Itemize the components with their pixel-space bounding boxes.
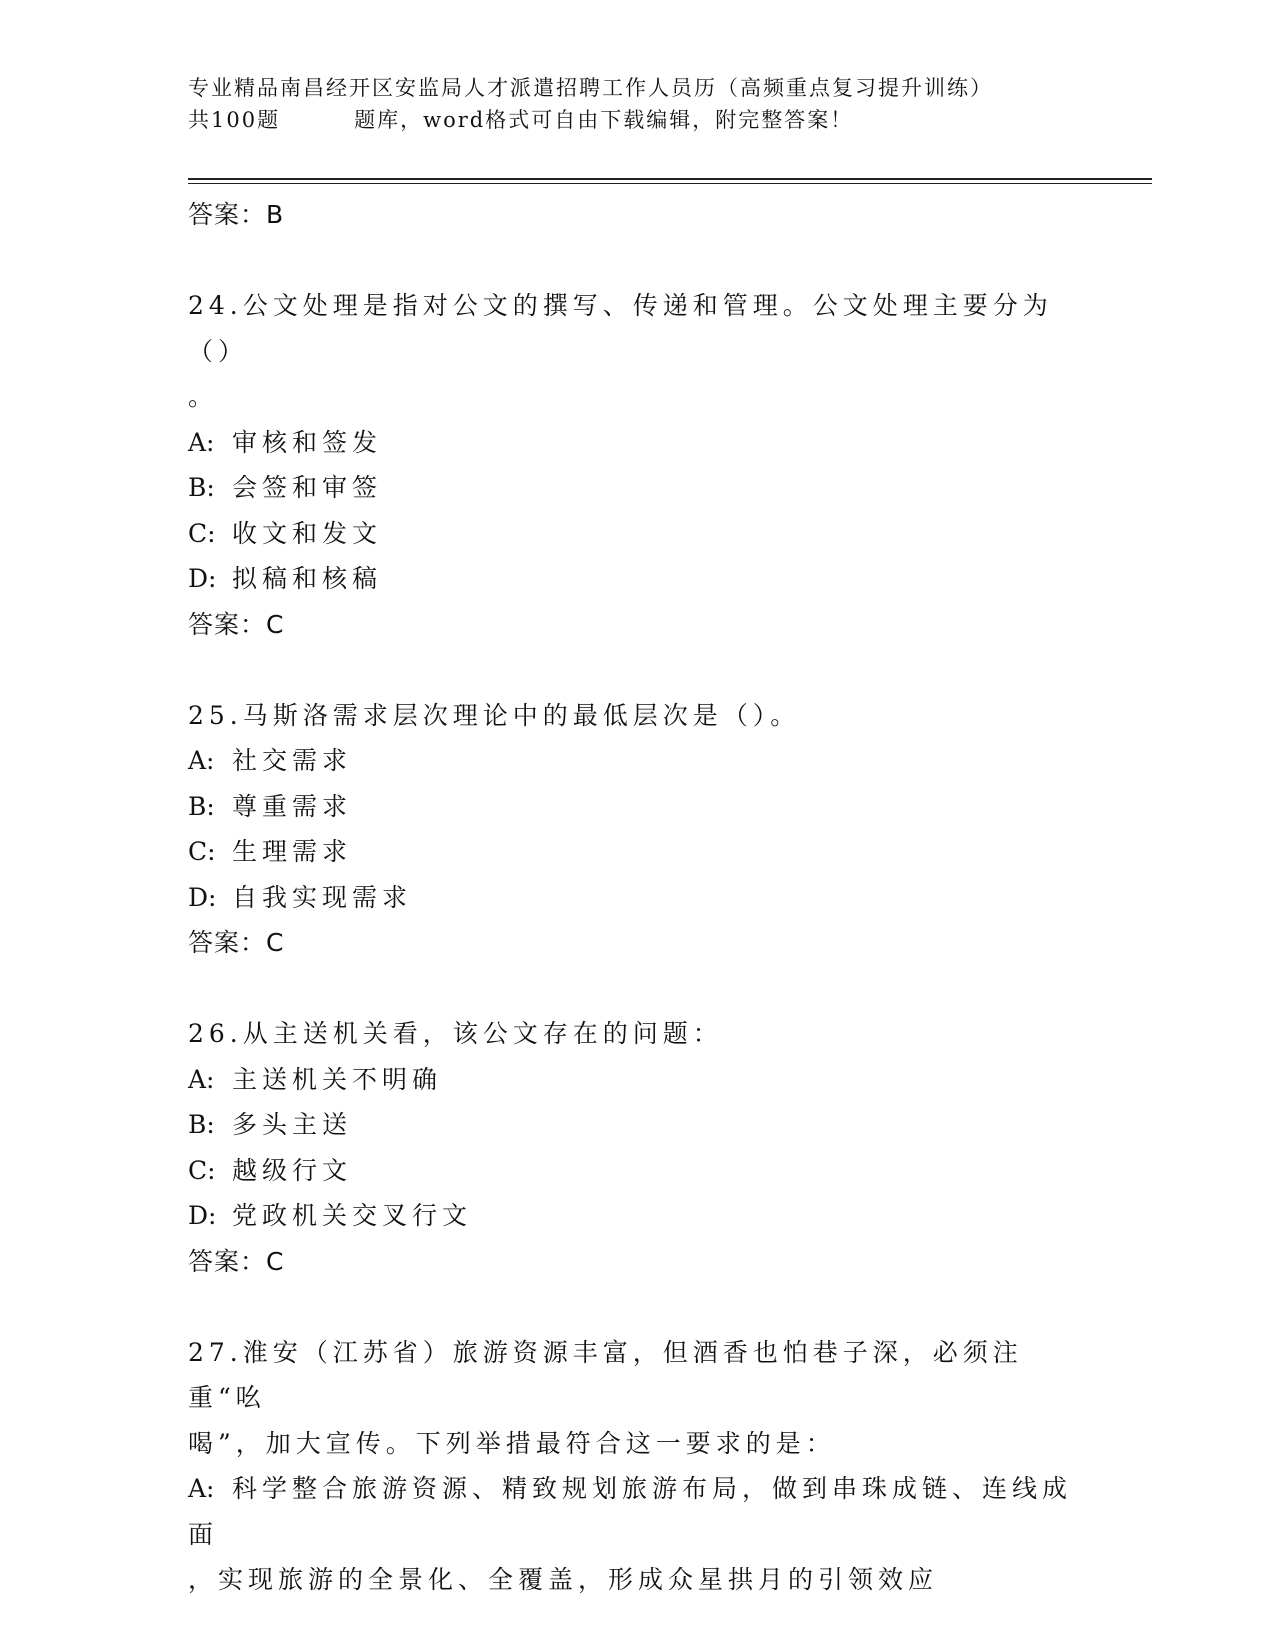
option-a (188, 420, 1088, 466)
option-d (188, 556, 1088, 602)
option-letter: D: (188, 882, 217, 912)
answer-line: 答案：B (188, 200, 285, 229)
option-a (188, 1057, 1088, 1103)
option-letter: A: (188, 746, 215, 775)
answer-line: 答案：C (188, 928, 285, 957)
option-b (188, 1102, 1088, 1148)
option-text: 越级行文 (232, 1155, 353, 1185)
question-item (188, 1011, 1088, 1284)
option-letter: C: (188, 837, 216, 866)
option-letter: D: (188, 1201, 217, 1230)
header-divider (188, 178, 1152, 180)
question-list (188, 192, 1088, 1603)
option-a (188, 1466, 1088, 1603)
option-letter: D: (188, 564, 217, 593)
option-text: 党政机关交叉行文 (232, 1201, 473, 1230)
document-description: 题库，word格式可自由下载编辑，附完整答案！ (354, 108, 854, 132)
document-title: 专业精品南昌经开区安监局人才派遣招聘工作人员历（高频重点复习提升训练） (188, 76, 993, 100)
page-header (188, 72, 1148, 136)
option-text: 尊重需求 (232, 791, 353, 821)
question-item (188, 1330, 1088, 1603)
option-c (188, 829, 1088, 875)
option-text: 生理需求 (232, 837, 353, 866)
question-item (188, 283, 1088, 647)
option-text: 社交需求 (232, 746, 353, 775)
document-subtitle (188, 104, 1148, 136)
answer-line: 答案：C (188, 1246, 285, 1276)
question-text: 25.马斯洛需求层次理论中的最低层次是（）。 (188, 700, 801, 730)
question-count: 共100题 (188, 108, 281, 132)
option-b (188, 465, 1088, 511)
option-letter: A: (188, 1064, 215, 1094)
option-d (188, 875, 1088, 921)
option-text: 主送机关不明确 (232, 1064, 443, 1094)
option-a (188, 738, 1088, 784)
option-text: 会签和审签 (232, 473, 383, 502)
option-text: 收文和发文 (232, 518, 383, 548)
option-letter: B: (188, 791, 215, 821)
option-c (188, 511, 1088, 557)
option-letter: A: (188, 427, 215, 457)
question-item (188, 693, 1088, 966)
option-text: 科学整合旅游资源、精致规划旅游布局，做到串珠成链、连线成面 ，实现旅游的全景化、全覆盖，形成众星拱月的引领效应 (188, 1474, 1073, 1594)
question-text: 24.公文处理是指对公文的撰写、传递和管理。公文处理主要分为（） 。 (188, 291, 1053, 411)
question-text: 26.从主送机关看，该公文存在的问题： (188, 1019, 723, 1048)
option-text: 审核和签发 (232, 427, 383, 457)
option-letter: A: (188, 1474, 215, 1503)
option-letter: C: (188, 1155, 216, 1185)
option-text: 自我实现需求 (232, 882, 413, 912)
option-b (188, 784, 1088, 830)
option-c (188, 1148, 1088, 1194)
answer-line: 答案：C (188, 609, 285, 639)
option-letter: B: (188, 1110, 215, 1139)
option-letter: B: (188, 473, 215, 502)
option-text: 拟稿和核稿 (232, 564, 383, 593)
option-text: 多头主送 (232, 1110, 353, 1139)
header-divider-thin (188, 183, 1152, 184)
question-text: 27.淮安（江苏省）旅游资源丰富，但酒香也怕巷子深，必须注重“吆 喝”，加大宣传。下列举措最符合这一要求的是： (188, 1337, 1023, 1458)
option-letter: C: (188, 518, 216, 548)
option-d (188, 1193, 1088, 1239)
